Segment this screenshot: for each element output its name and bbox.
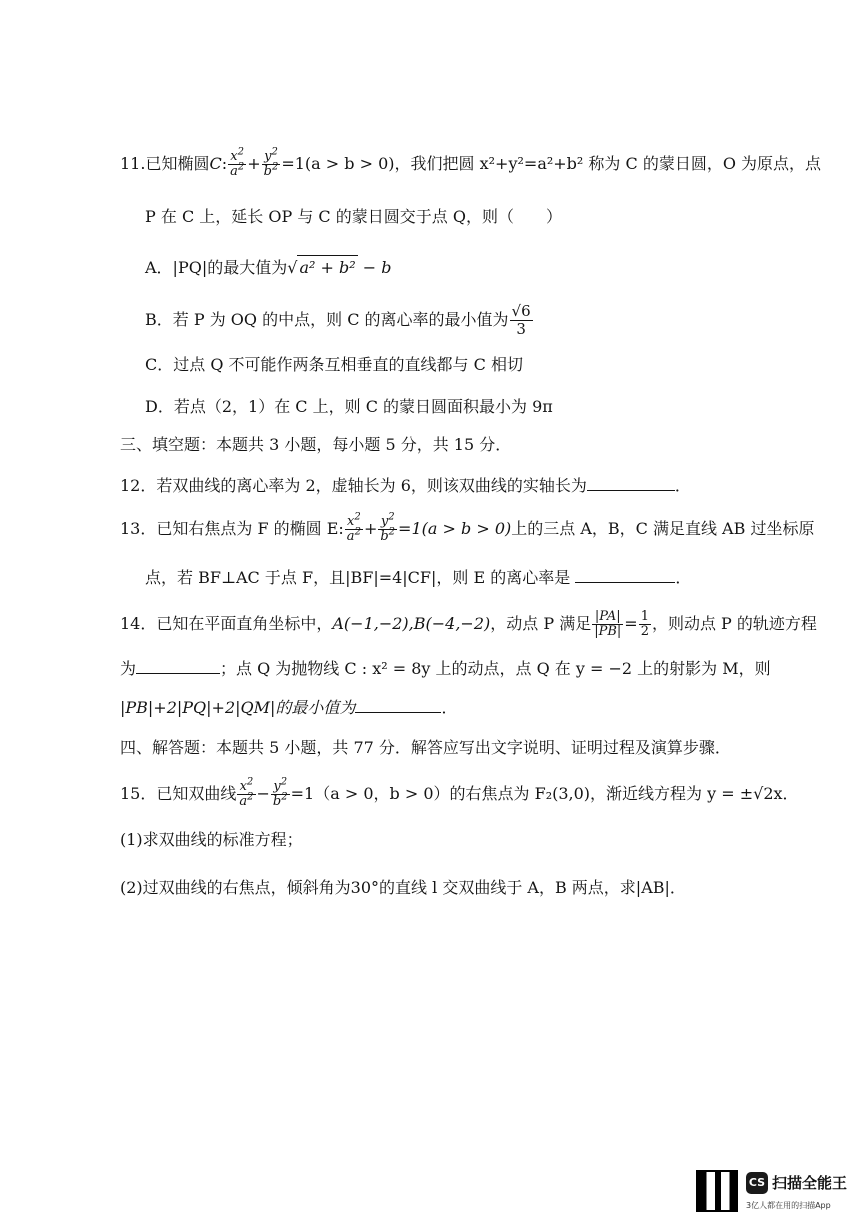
answer-blank	[587, 474, 675, 491]
answer-blank	[355, 696, 441, 713]
app-tagline: 3亿人都在用的扫描App	[746, 1201, 831, 1210]
q14-frac-half: $\frac{1}{2}$	[640, 609, 649, 639]
q15-frac-y: $\frac{y^2}{b^2}$	[272, 776, 288, 809]
answer-blank	[575, 566, 675, 583]
q14-line1: 14．已知在平面直角坐标中，A(−1,−2),B(−4,−2)，动点 P 满足 $\frac{|PA|}{|PB|}$ = $\frac{1}{2}$ ，则动点 P 的轨迹方程	[120, 609, 817, 639]
q15-part-1: (1)求双曲线的标准方程；	[120, 830, 303, 849]
q14-line2: 为 ；点 Q 为抛物线 C : x² = 8y 上的动点，点 Q 在 y = −2 上的射影为 M，则	[120, 659, 771, 678]
q14-line3: |PB|+2|PQ|+2|QM|的最小值为 ．	[120, 698, 458, 717]
q11-frac-x: $\frac{x^2}{a^2}$	[230, 146, 245, 179]
q11-line2: P 在 C 上，延长 OP 与 C 的蒙日圆交于点 Q，则（ ）	[145, 207, 562, 226]
q11-option-c: C．过点 Q 不可能作两条互相垂直的直线都与 C 相切	[145, 355, 523, 374]
q15-frac-x: $\frac{x^2}{a^2}$	[239, 776, 254, 809]
q11-option-d: D．若点（2，1）在 C 上，则 C 的蒙日圆面积最小为 9π	[145, 397, 553, 416]
q13-line1: 13．已知右焦点为 F 的椭圆 E: $\frac{x^2}{a^2}$ + $\frac{y^2}{b^2}$ =1(a > b > 0)上的三点 A，B，C 满足直线 AB 过坐标原	[120, 511, 815, 544]
scanner-watermark	[696, 1170, 856, 1220]
q15-stem: 15．已知双曲线 $\frac{x^2}{a^2}$ − $\frac{y^2}{b^2}$ =1（a > 0，b > 0）的右焦点为 F₂(3,0)，渐近线方程为 y = ±√2x．	[120, 776, 799, 809]
q14-frac-ratio: $\frac{|PA|}{|PB|}$	[594, 609, 622, 639]
q11-line1: 11.已知椭圆C: $\frac{x^2}{a^2}$ + $\frac{y^2}{b^2}$ =1(a > b > 0)，我们把圆 x²+y²=a²+b² 称为 C 的蒙日圆，O 为原点，点	[120, 146, 822, 179]
q13-frac-y: $\frac{y^2}{b^2}$	[380, 511, 396, 544]
q13-line2: 点，若 BF⊥AC 于点 F，且|BF|=4|CF|，则 E 的离心率是 ．	[145, 568, 692, 587]
q11-frac-y: $\frac{y^2}{b^2}$	[263, 146, 279, 179]
q15-part-2: (2)过双曲线的右焦点，倾斜角为30°的直线 l 交双曲线于 A，B 两点，求|AB|．	[120, 878, 686, 897]
q11-stem-suffix: ，我们把圆 x²+y²=a²+b² 称为 C 的蒙日圆，O 为原点，点	[394, 154, 822, 173]
q11-ellipse-name: C	[209, 154, 222, 173]
app-name: 扫描全能王	[772, 1174, 848, 1192]
section-4-heading: 四、解答题：本题共 5 小题，共 77 分．解答应写出文字说明、证明过程及演算步骤．	[120, 738, 731, 757]
qr-code-icon	[696, 1170, 738, 1212]
answer-blank	[136, 657, 220, 674]
q11-stem-prefix: 11.已知椭圆	[120, 154, 210, 173]
section-3-heading: 三、填空题：本题共 3 小题，每小题 5 分，共 15 分．	[120, 435, 512, 454]
q11-option-b-frac: $\frac{√6}{3}$	[511, 302, 531, 338]
q11-eq-rhs: =1(a > b > 0)	[281, 154, 395, 173]
sqrt-sign: √ a² + b²	[287, 255, 357, 280]
q13-frac-x: $\frac{x^2}{a^2}$	[346, 511, 361, 544]
camscanner-logo: CS	[746, 1172, 768, 1194]
q11-option-a: A．|PQ|的最大值为√ a² + b² − b	[145, 255, 391, 280]
q12: 12．若双曲线的离心率为 2，虚轴长为 6，则该双曲线的实轴长为 ．	[120, 476, 691, 495]
q11-option-b: B．若 P 为 OQ 的中点，则 C 的离心率的最小值为 $\frac{√6}{3}$	[145, 302, 531, 338]
